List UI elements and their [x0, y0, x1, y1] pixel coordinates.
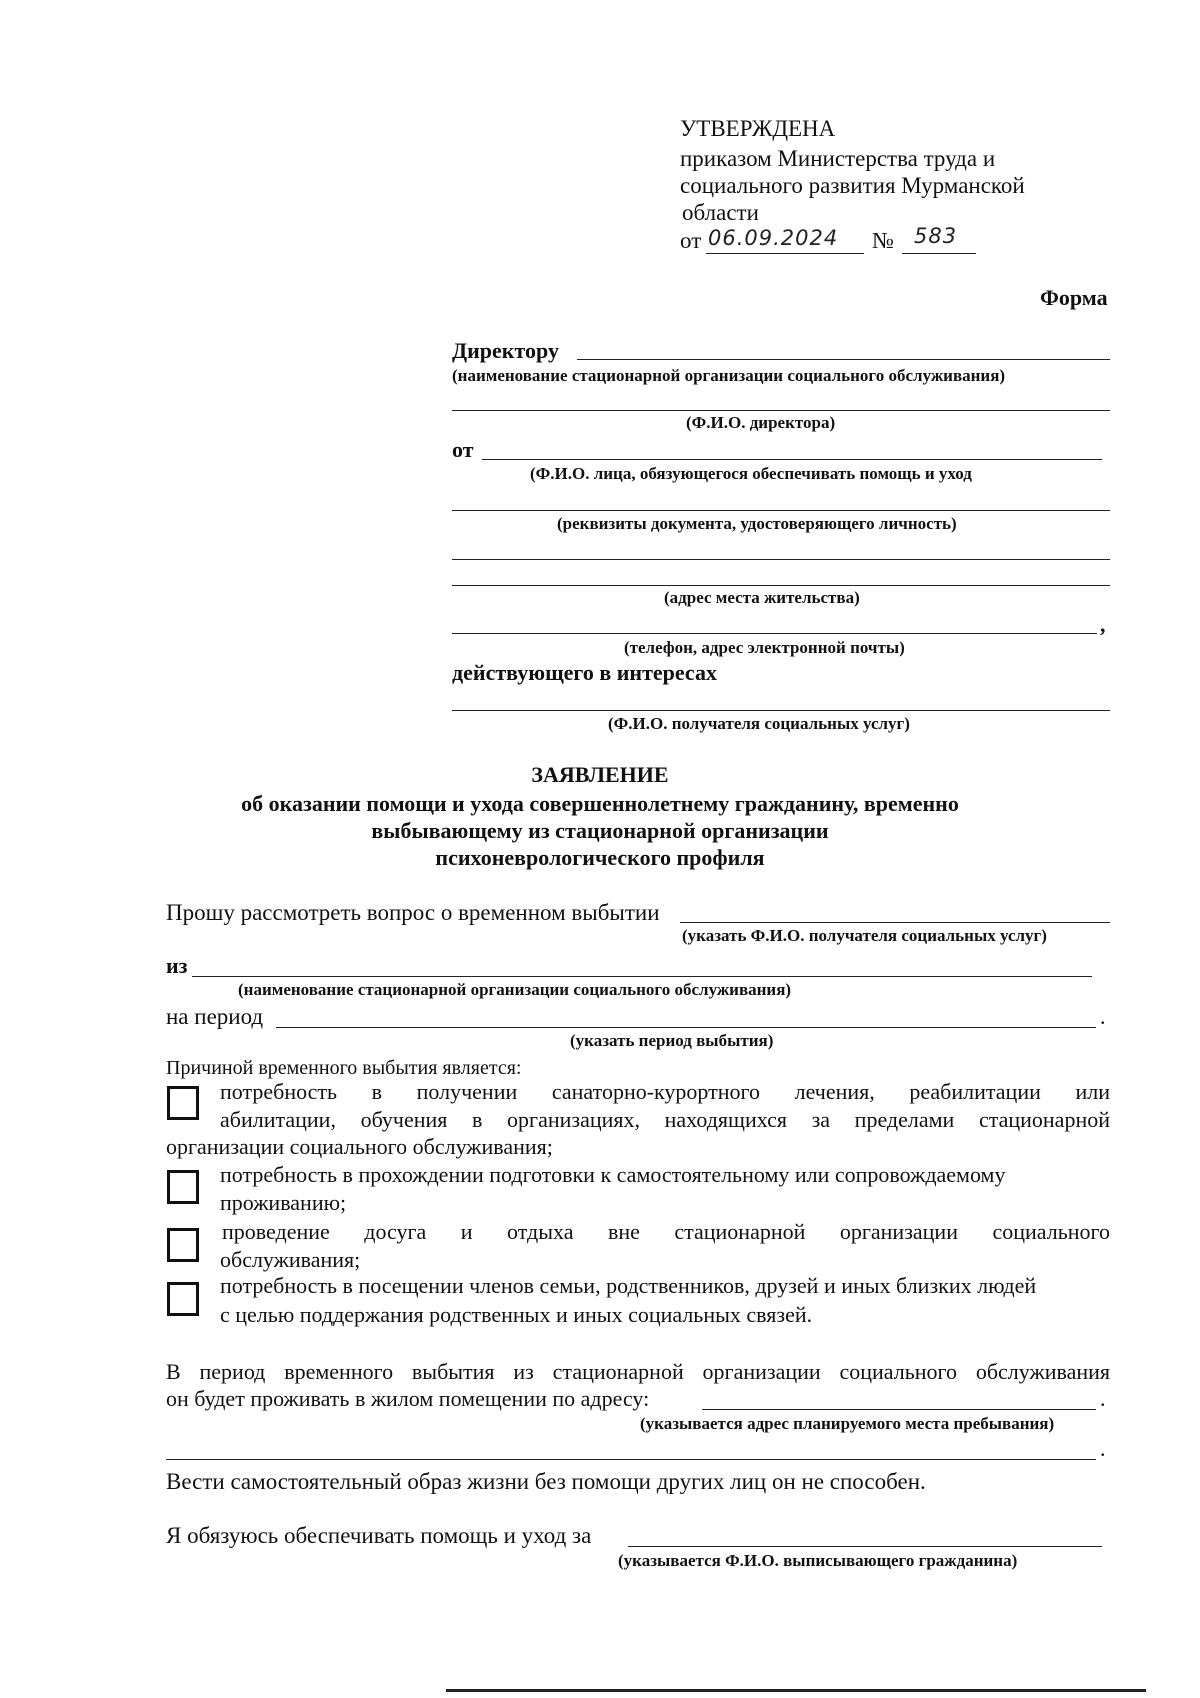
residence-address-line	[702, 1409, 1096, 1410]
from-org-label: из	[166, 953, 188, 978]
reason-1-line-2: абилитации, обучения в организациях, находящихся за пределами стационарной	[220, 1107, 1110, 1132]
incapable-statement: Вести самостоятельный образ жизни без помощи других лиц он не способен.	[166, 1469, 926, 1494]
director-name-line	[452, 410, 1110, 411]
period-line	[276, 1027, 1096, 1028]
from-label: от	[452, 437, 474, 462]
address-line-2	[452, 585, 1110, 586]
approval-line-2: социального развития Мурманской	[680, 173, 1025, 198]
approval-number-prefix: №	[872, 228, 894, 253]
contact-hint: (телефон, адрес электронной почты)	[624, 638, 905, 657]
form-label: Форма	[1040, 285, 1108, 310]
document-title: ЗАЯВЛЕНИЕ	[531, 762, 669, 787]
reason-4-checkbox[interactable]	[167, 1282, 199, 1316]
approval-title: УТВЕРЖДЕНА	[680, 116, 836, 141]
residence-address-line-2	[166, 1459, 1096, 1460]
request-recipient-hint: (указать Ф.И.О. получателя социальных услуг)	[682, 926, 1047, 945]
director-field-line	[577, 359, 1110, 360]
residence-end: .	[1100, 1386, 1106, 1411]
org-name-hint: (наименование стационарной организации социального обслуживания)	[452, 366, 1006, 385]
recipient-hint: (Ф.И.О. получателя социальных услуг)	[608, 714, 910, 733]
reason-1-checkbox[interactable]	[167, 1086, 199, 1120]
residence-end-2: .	[1100, 1436, 1106, 1461]
document-subtitle-3: психоневрологического профиля	[435, 845, 765, 870]
request-recipient-line	[680, 922, 1110, 923]
director-name-hint: (Ф.И.О. директора)	[686, 413, 836, 432]
contact-line	[452, 633, 1097, 634]
reason-4-line-2: с целью поддержания родственных и иных социальных связей.	[220, 1302, 813, 1327]
reason-intro: Причиной временного выбытия является:	[166, 1057, 522, 1079]
reason-4-line-1: потребность в посещении членов семьи, родственников, друзей и иных близких людей	[220, 1273, 1037, 1298]
director-label: Директору	[452, 338, 559, 363]
address-line-1	[452, 559, 1110, 560]
approval-date-value: 06.09.2024	[708, 226, 839, 250]
approval-date-underline	[706, 253, 864, 254]
obligation-hint: (указывается Ф.И.О. выписывающего гражданина)	[618, 1551, 1018, 1570]
residence-line-2: он будет проживать в жилом помещении по адресу:	[166, 1386, 650, 1411]
approval-number-value: 583	[914, 224, 958, 248]
document-subtitle-1: об оказании помощи и ухода совершеннолетнему гражданину, временно	[241, 791, 959, 816]
from-org-hint: (наименование стационарной организации социального обслуживания)	[238, 980, 792, 999]
period-end: .	[1100, 1004, 1106, 1029]
reason-2-line-1: потребность в прохождении подготовки к самостоятельному или сопровождаемому	[220, 1162, 1006, 1187]
recipient-line	[452, 710, 1110, 711]
reason-2-line-2: проживанию;	[220, 1190, 347, 1215]
scan-edge-line	[446, 1689, 1146, 1692]
period-hint: (указать период выбытия)	[570, 1031, 774, 1050]
document-hint: (реквизиты документа, удостоверяющего личность)	[557, 514, 957, 533]
request-text: Прошу рассмотреть вопрос о временном выбытии	[166, 900, 660, 925]
address-hint: (адрес места жительства)	[664, 588, 860, 607]
approval-line-3: области	[682, 200, 759, 225]
approval-number-underline	[902, 253, 976, 254]
person-name-hint: (Ф.И.О. лица, обязующегося обеспечивать помощь и уход	[530, 464, 972, 483]
reason-3-checkbox[interactable]	[167, 1228, 199, 1262]
residence-hint: (указывается адрес планируемого места пребывания)	[640, 1414, 1055, 1433]
reason-3-line-1: проведение досуга и отдыха вне стационарной организации социального	[222, 1219, 1110, 1244]
acting-label: действующего в интересах	[452, 660, 717, 685]
period-label: на период	[166, 1004, 264, 1029]
approval-line-1: приказом Министерства труда и	[680, 146, 996, 171]
reason-2-checkbox[interactable]	[167, 1170, 199, 1204]
contact-comma: ,	[1100, 612, 1106, 637]
obligation-text: Я обязуюсь обеспечивать помощь и уход за	[166, 1523, 592, 1548]
document-subtitle-2: выбывающему из стационарной организации	[371, 818, 829, 843]
from-field-line	[482, 459, 1102, 460]
document-line	[452, 510, 1110, 511]
reason-1-line-3: организации социального обслуживания;	[166, 1134, 553, 1159]
from-org-line	[192, 976, 1092, 977]
approval-date-prefix: от	[680, 228, 702, 253]
reason-1-line-1: потребность в получении санаторно-курортного лечения, реабилитации или	[220, 1079, 1110, 1104]
residence-line-1: В период временного выбытия из стационарной организации социального обслуживания	[166, 1359, 1110, 1384]
obligation-name-line	[628, 1546, 1102, 1547]
reason-3-line-2: обслуживания;	[220, 1247, 361, 1272]
